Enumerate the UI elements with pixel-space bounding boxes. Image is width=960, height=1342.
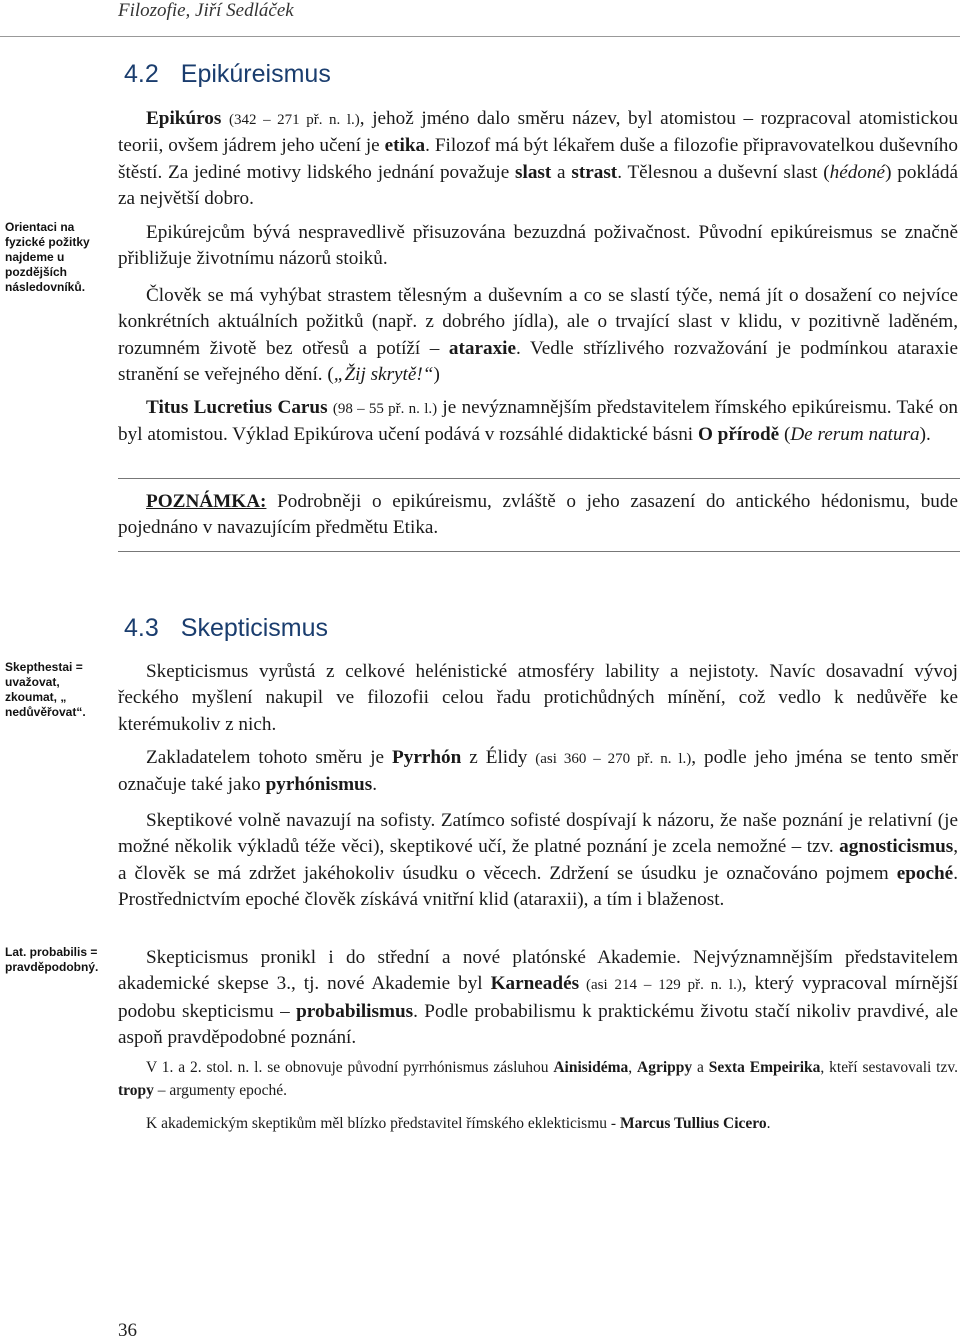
term-ainisidema: Ainisidéma <box>553 1059 629 1076</box>
note-bottom-rule <box>118 551 960 552</box>
term-pyrrhon: Pyrrhón <box>392 747 462 768</box>
dates-pyrrhon: (asi 360 – 270 př. n. l.) <box>535 751 692 767</box>
text-run: . <box>372 774 377 796</box>
term-cicero: Marcus Tullius Cicero <box>619 1115 767 1132</box>
section-number: 4.3 <box>124 614 159 642</box>
margin-note-skepthestai: Skepthestai = uvažovat, zkoumat, „ nedůvěřovat“. <box>5 660 86 719</box>
page-number: 36 <box>118 1320 137 1341</box>
dates-epikuros: (342 – 271 př. n. l.) <box>229 112 360 128</box>
text-run: , podle jeho jména se tento směr označuje také jako <box>118 747 958 796</box>
text-run: V 1. a 2. stol. n. l. se obnovuje původní pyrrhónismus zásluhou <box>146 1059 554 1076</box>
term-strast: strast <box>571 161 618 183</box>
paragraph-pyrrhon <box>118 745 958 799</box>
running-header: Filozofie, Jiří Sedláček <box>118 0 294 21</box>
term-agrippy: Agrippy <box>637 1059 693 1076</box>
text-run: Skeptikové volně navazují na sofisty. Zatímco sofisté dospívají k názoru, že naše poznání je relativní (je možné několik výkladů téže věci), skeptikové učí, že platné poznání je zcela nemožné – tzv. <box>118 810 958 858</box>
text-run: – argumenty epoché. <box>153 1082 288 1099</box>
term-sexta-empeirika: Sexta Empeirika <box>708 1059 821 1076</box>
term-karneades: Karneadés <box>490 973 580 995</box>
text-run: . Prostřednictvím epoché člověk získává vnitřní klid (ataraxii), a tím i blaženost. <box>118 862 958 910</box>
paragraph-skeptikove <box>118 808 958 913</box>
dates-karneades: (asi 214 – 129 př. n. l.) <box>579 977 742 994</box>
term-epoche: epoché <box>896 862 954 884</box>
text-run: , jehož jméno dalo směru název, byl atomistou – rozpracoval atomistickou teorii, ovšem jádrem jeho učení je <box>118 108 958 157</box>
text-run: Člověk se má vyhýbat strastem tělesným a duševním a co se slastí týče, nemá jít o dosažení co nejvíce konkrétních aktuálních požitků (např. z dobrého jídla), ale o trvající slast v klidu, v pozitivně laděném, rozumném životě bez otřesů a potíží – <box>118 285 958 359</box>
text-run: , a člověk se má zdržet jakéhokoliv úsudku o věcech. Zdržení se úsudku je označováno pojmem <box>118 836 958 884</box>
note-poznamka <box>118 489 958 542</box>
text-run: , který vypracoval mírnější podobu skepticismu – <box>118 973 958 1022</box>
text-run: . <box>766 1115 771 1132</box>
text-run: ) <box>433 363 440 385</box>
paragraph-pyrrhonismus-obnova <box>118 1056 958 1102</box>
term-agnosticismus: agnosticismus <box>839 836 954 858</box>
paragraph-karneades <box>118 945 958 1051</box>
term-epikuros: Epikúros <box>146 108 222 129</box>
text-run: , kteří sestavovali tzv. <box>820 1059 958 1076</box>
section-title: Epikúreismus <box>180 60 331 88</box>
section-number: 4.2 <box>124 60 159 88</box>
text-run: . Vedle střízlivého rozvažování je podmínkou ataraxie stranění se veřejného dění. ( <box>118 337 958 385</box>
term-lucretius: Titus Lucretius Carus <box>146 397 328 418</box>
text-run: ) pokládá za největší dobro. <box>118 161 958 209</box>
paragraph-ataraxie <box>118 283 958 388</box>
term-tropy: tropy <box>118 1082 154 1099</box>
term-hedone: hédoné <box>829 161 886 183</box>
term-pyrhonismus: pyrhónismus <box>265 774 373 796</box>
term-probabilismus: probabilismus <box>296 1000 414 1022</box>
section-heading-4-2 <box>124 60 331 89</box>
term-de-rerum-natura: De rerum natura <box>790 424 920 446</box>
paragraph-skepticismus-vyrusta: Skepticismus vyrůstá z celkové helénistické atmosféry lability a nejistoty. Navíc dosavadní vývoj řeckého myšlení nakupil ve filozofii celou řadu protichůdných mínění, což vedlo k nedůvěře ke kterémukoliv z nich. <box>118 661 958 735</box>
term-slast: slast <box>515 161 552 183</box>
dates-lucretius: (98 – 55 př. n. l.) <box>332 401 438 417</box>
text-run: Zakladatelem tohoto směru je <box>146 747 392 768</box>
paragraph-epikuros <box>118 106 958 212</box>
note-top-rule <box>118 478 960 479</box>
term-o-prirode: O přírodě <box>697 424 780 446</box>
note-text: Podrobněji o epikúreismu, zvláště o jeho zasazení do antického hédonismu, bude pojednáno v navazujícím předmětu Etika. <box>118 491 958 539</box>
term-etika: etika <box>384 135 426 157</box>
term-ataraxie: ataraxie <box>448 337 517 359</box>
paragraph-epikurejci: Epikúrejcům bývá nespravedlivě přisuzována bezuzdná poživačnost. Původní epikúreismus se značně přibližuje životnímu názorů stoiků. <box>118 222 958 270</box>
margin-note-probabilis: Lat. probabilis = pravděpodobný. <box>5 945 99 974</box>
quote-zij-skryte: „Žij skrytě!“ <box>333 363 434 385</box>
section-heading-4-3 <box>124 614 328 643</box>
text-run: je nevýznamnějším představitelem římského epikúreismu. Také on byl atomistou. Výklad Epikúrova učení podává v rozsáhlé didaktické básni <box>118 397 959 446</box>
margin-note-fyzicke-pozitky: Orientaci na fyzické požitky najdeme u pozdějších následovníků. <box>5 220 90 294</box>
note-label: POZNÁMKA: <box>146 491 267 512</box>
text-run: z Élidy <box>461 747 536 768</box>
text-run: . Tělesnou a duševní slast ( <box>617 161 830 183</box>
text-run: a <box>692 1059 709 1076</box>
paragraph-cicero <box>118 1112 958 1135</box>
header-rule <box>0 36 960 37</box>
text-run: a <box>551 161 572 183</box>
text-run: ). <box>919 424 931 446</box>
text-run: , <box>628 1059 638 1076</box>
text-run: . Filozof má být lékařem duše a filozofie připravovatelkou duševního štěstí. Za jediné motivy lidského jednání považuje <box>118 135 958 183</box>
text-run: Skepticismus pronikl i do střední a nové platónské Akademie. Nejvýznamnějším představitelem akademické skepse 3., tj. nové Akademie byl <box>118 947 958 995</box>
text-run: . Podle probabilismu k praktickému životu stačí nikoliv pravdivé, ale aspoň pravděpodobné poznání. <box>118 1000 958 1048</box>
text-run: ( <box>779 424 791 446</box>
text-run: K akademickým skeptikům měl blízko představitel římského eklekticismu - <box>146 1115 620 1132</box>
section-title: Skepticismus <box>180 614 329 642</box>
paragraph-lucretius <box>118 395 958 449</box>
